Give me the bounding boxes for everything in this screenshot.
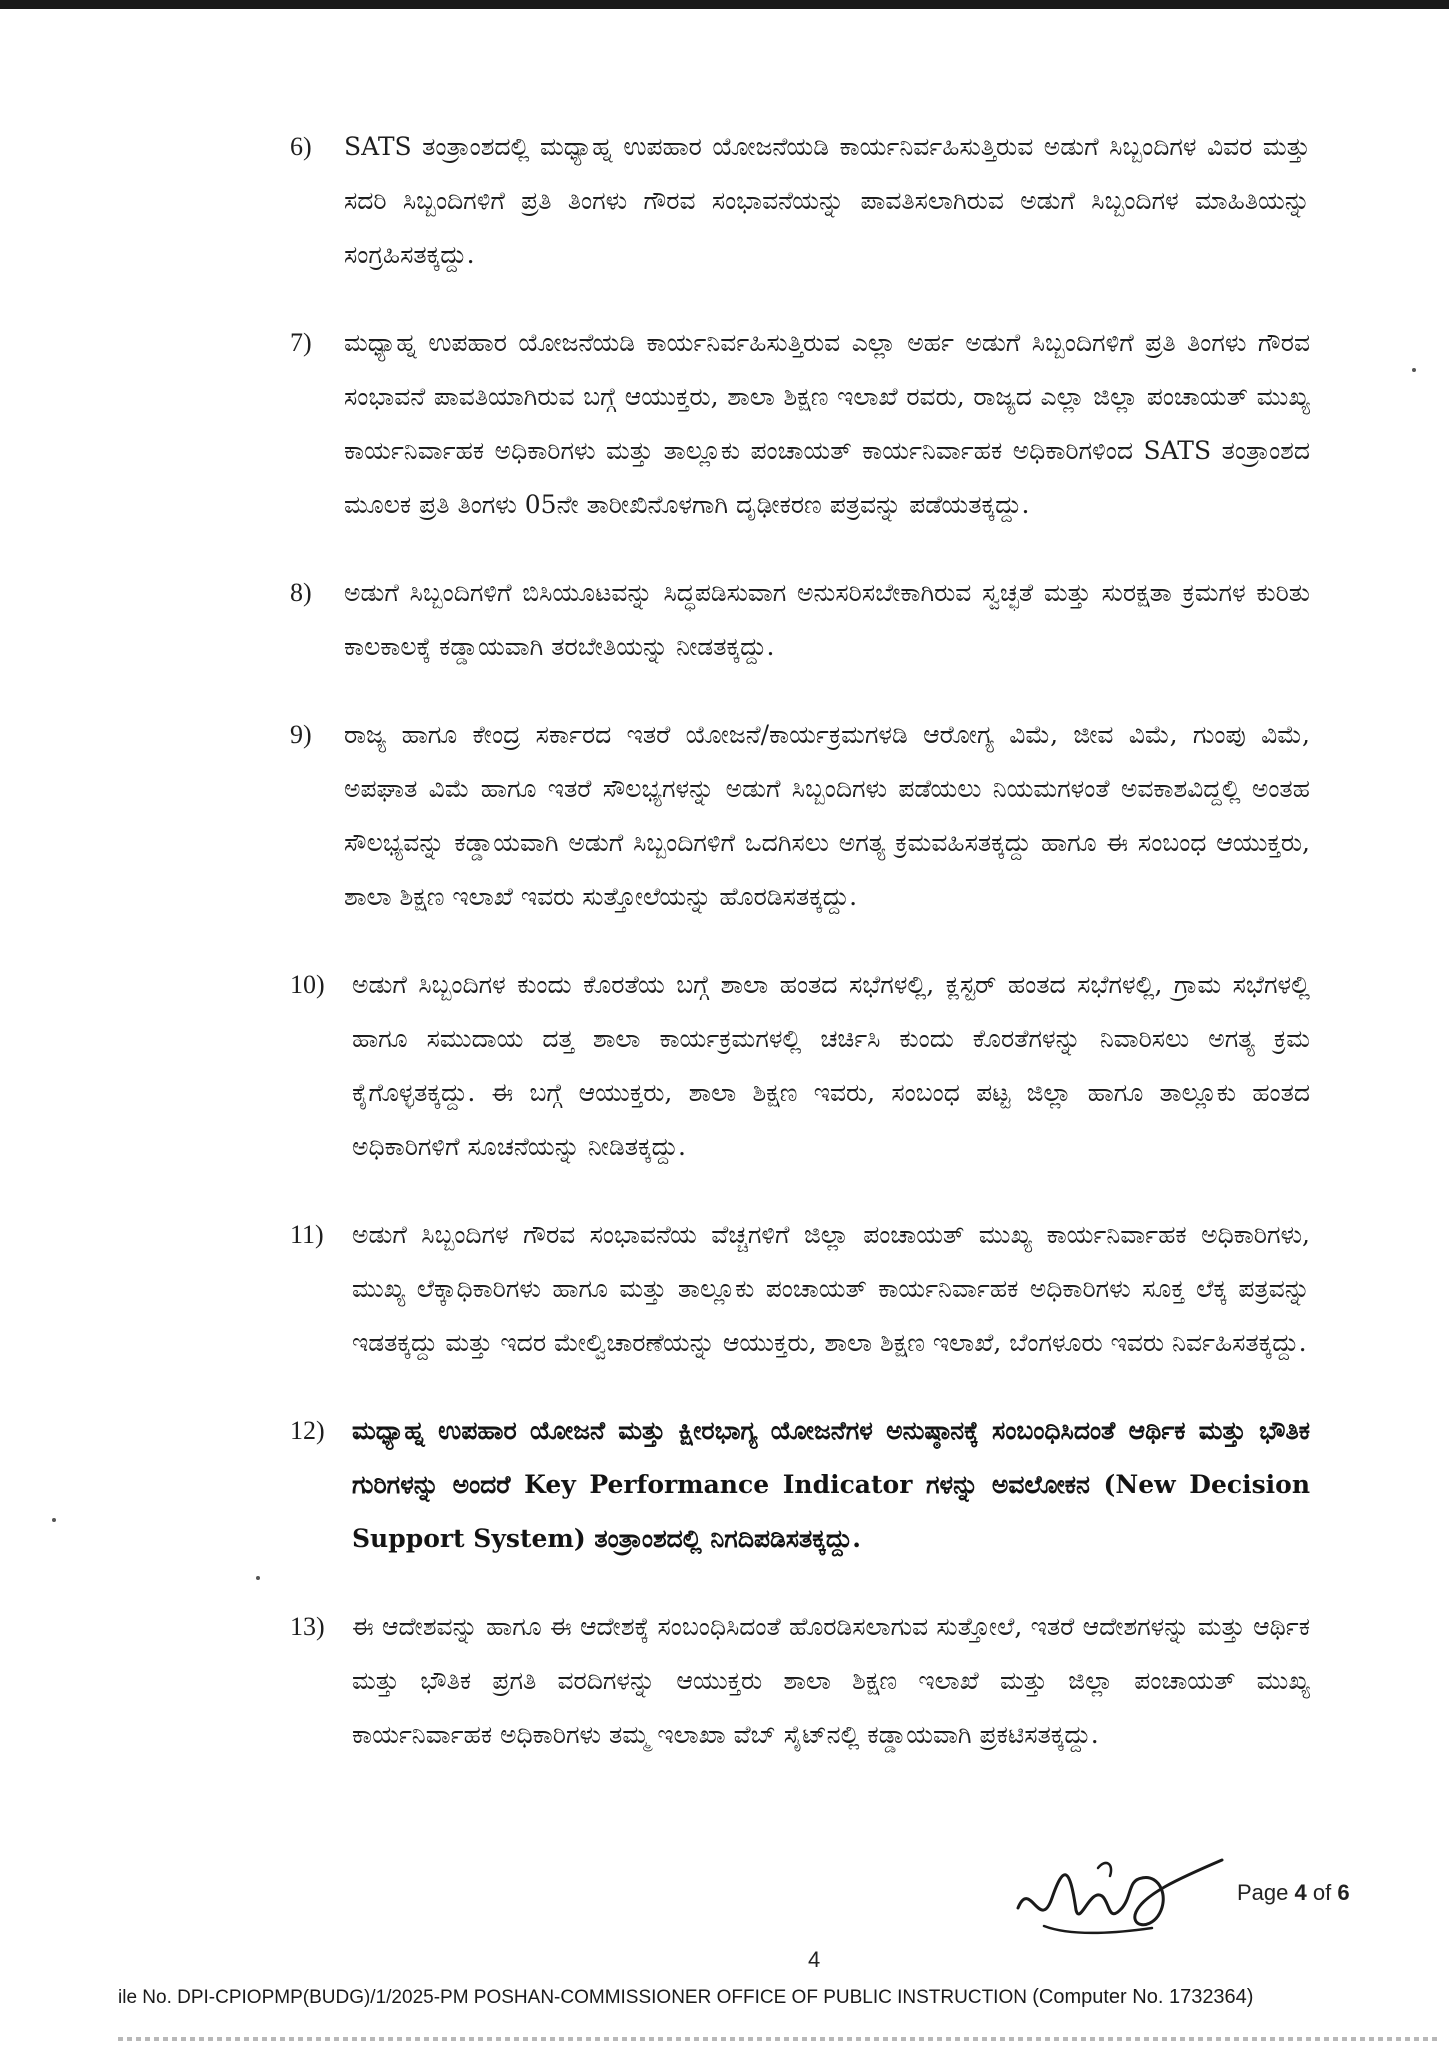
clause-number: 12) bbox=[290, 1416, 325, 1445]
clause-9 bbox=[290, 708, 1310, 924]
scan-speck bbox=[1412, 368, 1416, 372]
clause-number: 11) bbox=[290, 1220, 324, 1249]
clause-text: ರಾಜ್ಯ ಹಾಗೂ ಕೇಂದ್ರ ಸರ್ಕಾರದ ಇತರೆ ಯೋಜನೆ/ಕಾರ್ಯಕ್ರಮಗಳಡಿ ಆರೋಗ್ಯ ವಿಮೆ, ಜೀವ ವಿಮೆ, ಗುಂಪು ವಿಮೆ, ಅಪಘಾತ ವಿಮೆ ಹಾಗೂ ಇತರೆ ಸೌಲಭ್ಯಗಳನ್ನು ಅಡುಗೆ ಸಿಬ್ಬಂದಿಗಳು ಪಡೆಯಲು ನಿಯಮಗಳಂತೆ ಅವಕಾಶವಿದ್ದಲ್ಲಿ ಅಂತಹ ಸೌಲಭ್ಯವನ್ನು ಕಡ್ಡಾಯವಾಗಿ ಅಡುಗೆ ಸಿಬ್ಬಂದಿಗಳಿಗೆ ಒದಗಿಸಲು ಅಗತ್ಯ ಕ್ರಮವಹಿಸತಕ್ಕದ್ದು ಹಾಗೂ ಈ ಸಂಬಂಧ ಆಯುಕ್ತರು, ಶಾಲಾ ಶಿಕ್ಷಣ ಇಲಾಖೆ ಇವರು ಸುತ್ತೋಲೆಯನ್ನು ಹೊರಡಿಸತಕ್ಕದ್ದು. bbox=[344, 720, 1310, 911]
clause-text: SATS ತಂತ್ರಾಂಶದಲ್ಲಿ ಮಧ್ಯಾಹ್ನ ಉಪಹಾರ ಯೋಜನೆಯಡಿ ಕಾರ್ಯನಿರ್ವಹಿಸುತ್ತಿರುವ ಅಡುಗೆ ಸಿಬ್ಬಂದಿಗಳ ವಿವರ ಮತ್ತು ಸದರಿ ಸಿಬ್ಬಂದಿಗಳಿಗೆ ಪ್ರತಿ ತಿಂಗಳು ಗೌರವ ಸಂಭಾವನೆಯನ್ನು ಪಾವತಿಸಲಾಗಿರುವ ಅಡುಗೆ ಸಿಬ್ಬಂದಿಗಳ ಮಾಹಿತಿಯನ್ನು ಸಂಗ್ರಹಿಸತಕ್ಕದ್ದು. bbox=[344, 132, 1310, 269]
clause-number: 13) bbox=[290, 1612, 325, 1641]
clause-number: 10) bbox=[290, 970, 325, 999]
clause-text: ಮಧ್ಯಾಹ್ನ ಉಪಹಾರ ಯೋಜನೆಯಡಿ ಕಾರ್ಯನಿರ್ವಹಿಸುತ್ತಿರುವ ಎಲ್ಲಾ ಅರ್ಹ ಅಡುಗೆ ಸಿಬ್ಬಂದಿಗಳಿಗೆ ಪ್ರತಿ ತಿಂಗಳು ಗೌರವ ಸಂಭಾವನೆ ಪಾವತಿಯಾಗಿರುವ ಬಗ್ಗೆ ಆಯುಕ್ತರು, ಶಾಲಾ ಶಿಕ್ಷಣ ಇಲಾಖೆ ರವರು, ರಾಜ್ಯದ ಎಲ್ಲಾ ಜಿಲ್ಲಾ ಪಂಚಾಯತ್ ಮುಖ್ಯ ಕಾರ್ಯನಿರ್ವಾಹಕ ಅಧಿಕಾರಿಗಳು ಮತ್ತು ತಾಲ್ಲೂಕು ಪಂಚಾಯತ್ ಕಾರ್ಯನಿರ್ವಾಹಕ ಅಧಿಕಾರಿಗಳಿಂದ SATS ತಂತ್ರಾಂಶದ ಮೂಲಕ ಪ್ರತಿ ತಿಂಗಳು 05ನೇ ತಾರೀಖಿನೊಳಗಾಗಿ ದೃಢೀಕರಣ ಪತ್ರವನ್ನು ಪಡೆಯತಕ್ಕದ್ದು. bbox=[344, 328, 1310, 519]
page-number: 4 bbox=[808, 1947, 821, 1972]
clause-10 bbox=[290, 958, 1310, 1174]
page-total: 6 bbox=[1337, 1880, 1350, 1905]
clause-text: ಅಡುಗೆ ಸಿಬ್ಬಂದಿಗಳ ಕುಂದು ಕೊರತೆಯ ಬಗ್ಗೆ ಶಾಲಾ ಹಂತದ ಸಭೆಗಳಲ್ಲಿ, ಕ್ಲಸ್ಟರ್ ಹಂತದ ಸಭೆಗಳಲ್ಲಿ, ಗ್ರಾಮ ಸಭೆಗಳಲ್ಲಿ ಹಾಗೂ ಸಮುದಾಯ ದತ್ತ ಶಾಲಾ ಕಾರ್ಯಕ್ರಮಗಳಲ್ಲಿ ಚರ್ಚಿಸಿ ಕುಂದು ಕೊರತೆಗಳನ್ನು ನಿವಾರಿಸಲು ಅಗತ್ಯ ಕ್ರಮ ಕೈಗೊಳ್ಳತಕ್ಕದ್ದು. ಈ ಬಗ್ಗೆ ಆಯುಕ್ತರು, ಶಾಲಾ ಶಿಕ್ಷಣ ಇವರು, ಸಂಬಂಧ ಪಟ್ಟ ಜಿಲ್ಲಾ ಹಾಗೂ ತಾಲ್ಲೂಕು ಹಂತದ ಅಧಿಕಾರಿಗಳಿಗೆ ಸೂಚನೆಯನ್ನು ನೀಡಿತಕ್ಕದ್ದು. bbox=[352, 970, 1310, 1161]
page-of: of bbox=[1306, 1880, 1338, 1905]
clause-text: ಅಡುಗೆ ಸಿಬ್ಬಂದಿಗಳಿಗೆ ಬಿಸಿಯೂಟವನ್ನು ಸಿದ್ಧಪಡಿಸುವಾಗ ಅನುಸರಿಸಬೇಕಾಗಿರುವ ಸ್ವಚ್ಛತೆ ಮತ್ತು ಸುರಕ್ಷತಾ ಕ್ರಮಗಳ ಕುರಿತು ಕಾಲಕಾಲಕ್ಕೆ ಕಡ್ಡಾಯವಾಗಿ ತರಬೇತಿಯನ್ನು ನೀಡತಕ್ಕದ್ದು. bbox=[344, 578, 1310, 661]
clause-number: 9) bbox=[290, 720, 312, 749]
clause-7 bbox=[290, 316, 1310, 532]
computer-number: (Computer No. 1732364) bbox=[1032, 1986, 1254, 2008]
scan-speck bbox=[256, 1576, 260, 1580]
scan-speck bbox=[52, 1518, 56, 1522]
file-reference bbox=[118, 1986, 1253, 2009]
clause-text: ಅಡುಗೆ ಸಿಬ್ಬಂದಿಗಳ ಗೌರವ ಸಂಭಾವನೆಯ ವೆಚ್ಚಗಳಿಗೆ ಜಿಲ್ಲಾ ಪಂಚಾಯತ್ ಮುಖ್ಯ ಕಾರ್ಯನಿರ್ವಾಹಕ ಅಧಿಕಾರಿಗಳು, ಮುಖ್ಯ ಲೆಕ್ಕಾಧಿಕಾರಿಗಳು ಹಾಗೂ ಮತ್ತು ತಾಲ್ಲೂಕು ಪಂಚಾಯತ್ ಕಾರ್ಯನಿರ್ವಾಹಕ ಅಧಿಕಾರಿಗಳು ಸೂಕ್ತ ಲೆಕ್ಕ ಪತ್ರವನ್ನು ಇಡತಕ್ಕದ್ದು ಮತ್ತು ಇದರ ಮೇಲ್ವಿಚಾರಣೆಯನ್ನು ಆಯುಕ್ತರು, ಶಾಲಾ ಶಿಕ್ಷಣ ಇಲಾಖೆ, ಬೆಂಗಳೂರು ಇವರು ನಿರ್ವಹಿಸತಕ್ಕದ್ದು. bbox=[352, 1220, 1310, 1357]
clause-number: 7) bbox=[290, 328, 312, 357]
page-prefix: Page bbox=[1237, 1880, 1295, 1905]
clause-12 bbox=[290, 1404, 1310, 1566]
page-current: 4 bbox=[1294, 1880, 1307, 1905]
clause-13 bbox=[290, 1600, 1310, 1762]
clause-11 bbox=[290, 1208, 1310, 1370]
cut-off-footer-line bbox=[118, 2037, 1438, 2041]
clause-text: ಮಧ್ಯಾಹ್ನ ಉಪಹಾರ ಯೋಜನೆ ಮತ್ತು ಕ್ಷೀರಭಾಗ್ಯ ಯೋಜನೆಗಳ ಅನುಷ್ಠಾನಕ್ಕೆ ಸಂಬಂಧಿಸಿದಂತೆ ಆರ್ಥಿಕ ಮತ್ತು ಭೌತಿಕ ಗುರಿಗಳನ್ನು ಅಂದರೆ Key Performance Indicator ಗಳನ್ನು ಅವಲೋಕನ (New Decision Support System) ತಂತ್ರಾಂಶದಲ್ಲಿ ನಿಗದಿಪಡಿಸತಕ್ಕದ್ದು. bbox=[352, 1416, 1310, 1553]
document-body bbox=[290, 120, 1310, 1796]
clause-6 bbox=[290, 120, 1310, 282]
clause-number: 8) bbox=[290, 578, 312, 607]
file-number: ile No. DPI-CPIOPMP(BUDG)/1/2025-PM POSHAN-COMMISSIONER OFFICE OF PUBLIC INSTRUCTION bbox=[118, 1987, 1027, 2008]
scan-top-edge bbox=[0, 0, 1449, 9]
clause-text: ಈ ಆದೇಶವನ್ನು ಹಾಗೂ ಈ ಆದೇಶಕ್ಕೆ ಸಂಬಂಧಿಸಿದಂತೆ ಹೊರಡಿಸಲಾಗುವ ಸುತ್ತೋಲೆ, ಇತರೆ ಆದೇಶಗಳನ್ನು ಮತ್ತು ಆರ್ಥಿಕ ಮತ್ತು ಭೌತಿಕ ಪ್ರಗತಿ ವರದಿಗಳನ್ನು ಆಯುಕ್ತರು ಶಾಲಾ ಶಿಕ್ಷಣ ಇಲಾಖೆ ಮತ್ತು ಜಿಲ್ಲಾ ಪಂಚಾಯತ್ ಮುಖ್ಯ ಕಾರ್ಯನಿರ್ವಾಹಕ ಅಧಿಕಾರಿಗಳು ತಮ್ಮ ಇಲಾಖಾ ವೆಬ್ ಸೈಟ್‌ನಲ್ಲಿ ಕಡ್ಡಾಯವಾಗಿ ಪ್ರಕಟಿಸತಕ್ಕದ್ದು. bbox=[352, 1612, 1310, 1749]
page-indicator bbox=[1237, 1880, 1350, 1906]
handwritten-signature bbox=[1010, 1838, 1230, 1948]
clause-8 bbox=[290, 566, 1310, 674]
clause-number: 6) bbox=[290, 132, 312, 161]
